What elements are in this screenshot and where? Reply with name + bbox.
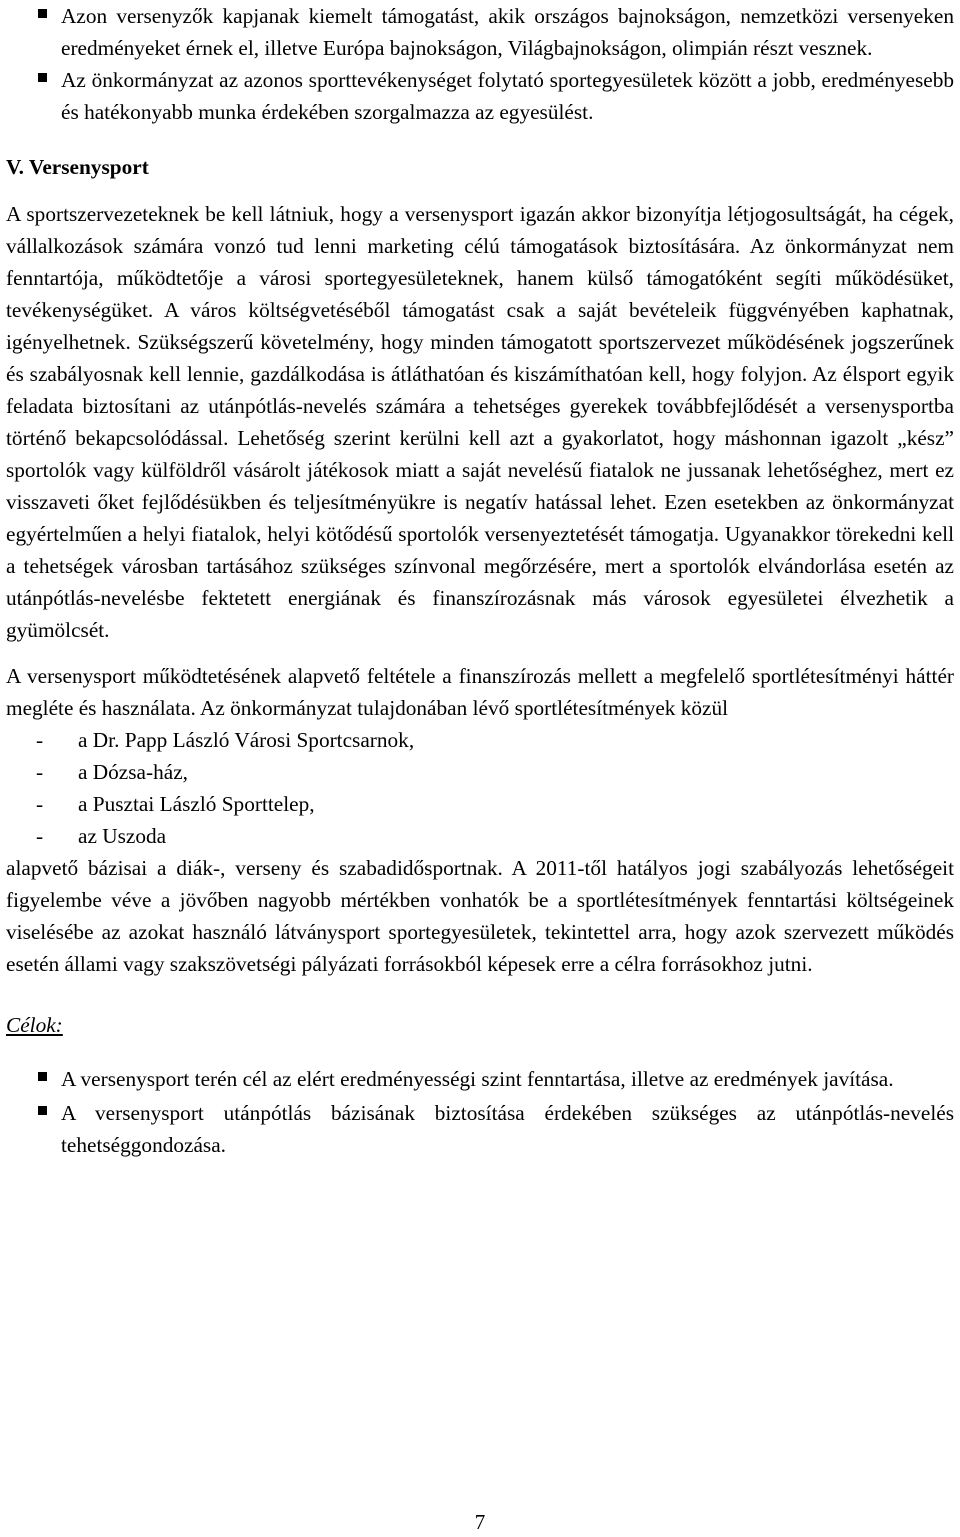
goal-item [6,1063,954,1095]
list-item [6,788,954,820]
dash-bullet: - [36,760,44,784]
section-heading: V. Versenysport [6,155,149,179]
facility-name: a Dr. Papp László Városi Sportcsarnok, [78,728,415,752]
facility-name: a Dózsa-ház, [78,760,188,784]
bullet-text: Az önkormányzat az azonos sporttevékenységet folytató sportegyesületek között a jobb, eredményesebb és hatékonyabb munka érdekében szorgalmazza az egyesülést. [61,68,954,124]
goal-item [6,1097,954,1161]
goal-text: A versenysport utánpótlás bázisának biztosítása érdekében szükséges az utánpótlás-nevelés tehetséggondozása. [61,1101,954,1157]
dash-bullet: - [36,728,44,752]
facility-name: az Uszoda [78,824,167,848]
top-bullet-list [6,0,954,128]
paragraph-versenysport: A sportszervezeteknek be kell látniuk, hogy a versenysport igazán akkor bizonyítja létjogosultságát, ha cégek, vállalkozások számára vonzó tud lenni marketing célú támogatások biztosítására. Az önkormányzat nem fenntartója, működtetője a városi sportegyesületeknek, hanem külső támogatóként segíti működésüket, tevékenységüket. A város költségvetéséből támogatást csak a saját bevételeik függvényében kaphatnak, igényelhetnek. Szükségszerű követelmény, hogy minden támogatott sportszervezet működésének jogszerűnek és szabályosnak kell lennie, gazdálkodása is átláthatóan és kiszámíthatóan kell, hogy folyjon. Az élsport egyik feladata biztosítani az utánpótlás-nevelés számára a tehetséges gyerekek továbbfejlődését a versenysportba történő bekapcsolódással. Lehetőség szerint kerülni kell azt a gyakorlatot, hogy máshonnan igazolt „kész” sportolók vagy külföldről vásárolt játékosok miatt a saját nevelésű fiatalok ne jussanak lehetőséghez, mert ez visszaveti őket fejlődésükben és teljesítményükre is negatív hatással lehet. Ezen esetekben az önkormányzat egyértelműen a helyi fiatalok, helyi kötődésű sportolók versenyeztetését támogatja. Ugyanakkor törekedni kell a tehetségek városban tartásához szükséges színvonal megőrzésére, mert a sportolók elvándorlása esetén az utánpótlás-nevelésbe fektetett energiának és finanszírozásnak más városok egyesületei élvezhetik a gyümölcsét. [6,202,954,642]
list-item [6,820,954,852]
list-item [6,724,954,756]
paragraph-facilities-rest: alapvető bázisai a diák-, verseny és szabadidősportnak. A 2011-től hatályos jogi szabályozás lehetőségeit figyelembe véve a jövőben nagyobb mértékben vonhatók be a sportlétesítmények fenntartási költségeinek viselésébe az azokat használó látványsport sportegyesületek, tekintettel arra, hogy azok szervezett működés esetén állami vagy szakszövetségi pályázati forrásokból képesek erre a célra forrásokhoz jutni. [6,856,954,976]
square-bullet-icon [38,73,47,82]
page-number: 7 [474,1510,486,1534]
bullet-item [6,0,954,64]
dash-bullet: - [36,824,44,848]
dash-bullet: - [36,792,44,816]
goals-list [6,1063,954,1161]
paragraph-facilities-intro: A versenysport működtetésének alapvető feltétele a finanszírozás mellett a megfelelő sportlétesítményi háttér megléte és használata. Az önkormányzat tulajdonában lévő sportlétesítmények közül [6,664,954,720]
facility-name: a Pusztai László Sporttelep, [78,792,315,816]
list-item [6,756,954,788]
bullet-text: Azon versenyzők kapjanak kiemelt támogatást, akik országos bajnokságon, nemzetközi versenyeken eredményeket érnek el, illetve Európa bajnokságon, Világbajnokságon, olimpián részt vesznek. [61,4,954,60]
square-bullet-icon [38,1072,47,1081]
goals-heading: Célok: [6,1013,63,1037]
document-page [6,0,954,1161]
square-bullet-icon [38,1106,47,1115]
bullet-item [6,64,954,128]
goal-text: A versenysport terén cél az elért eredményességi szint fenntartása, illetve az eredmények javítása. [61,1067,894,1091]
square-bullet-icon [38,9,47,18]
facility-list [6,724,954,852]
